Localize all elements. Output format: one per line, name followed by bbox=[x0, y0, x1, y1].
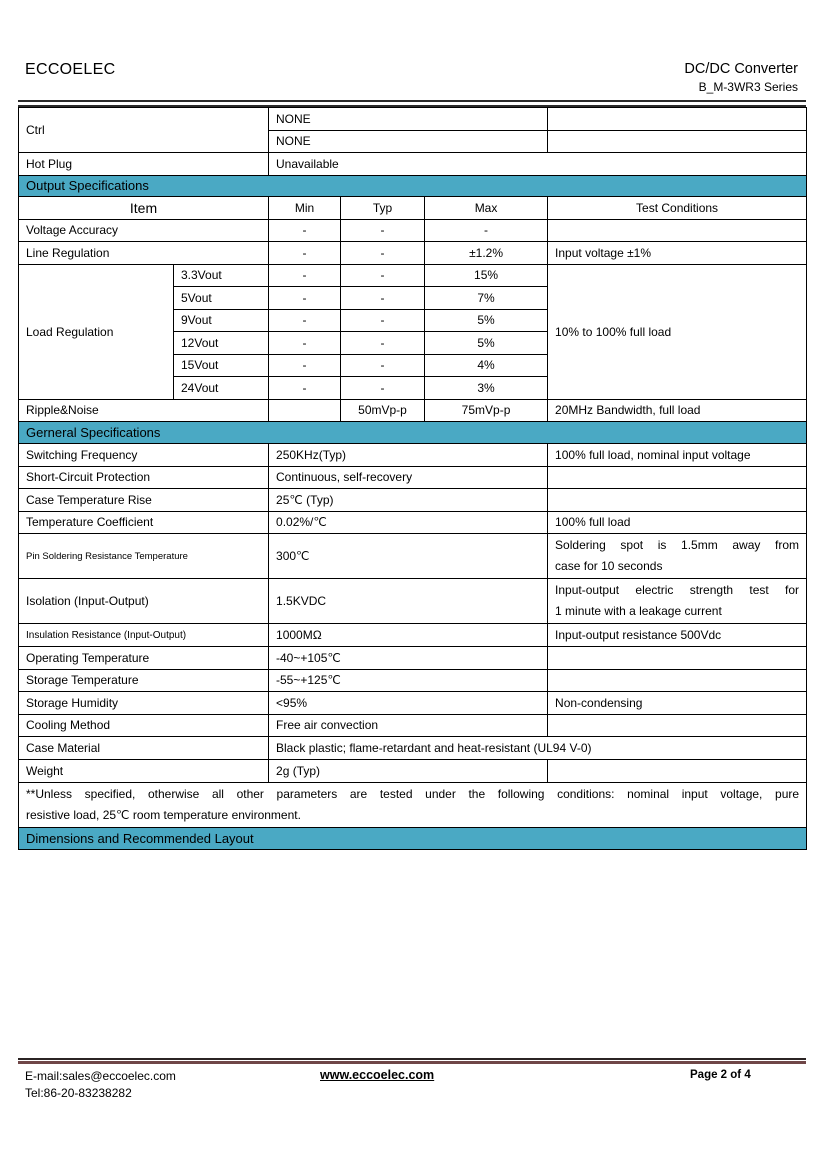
cooling-method-value: Free air convection bbox=[269, 714, 548, 737]
load-regulation-typ-1: - bbox=[341, 287, 425, 310]
ripple-noise-max: 75mVp-p bbox=[425, 399, 548, 422]
voltage-accuracy-min: - bbox=[269, 219, 341, 242]
test-line-1: Soldering spot is 1.5mm away from bbox=[555, 538, 800, 552]
case-temperature-rise-value: 25℃ (Typ) bbox=[269, 489, 548, 512]
footer-email: E-mail:sales@eccoelec.com bbox=[25, 1069, 176, 1083]
load-regulation-max-0: 15% bbox=[425, 264, 548, 287]
operating-temperature-label: Operating Temperature bbox=[19, 647, 269, 670]
load-regulation-min-4: - bbox=[269, 354, 341, 377]
case-material-label: Case Material bbox=[19, 737, 269, 760]
cooling-method-test bbox=[548, 714, 807, 737]
row-insulation-resistance bbox=[19, 624, 807, 647]
storage-temperature-value: -55~+125℃ bbox=[269, 669, 548, 692]
operating-temperature-test bbox=[548, 647, 807, 670]
footnote-line-2: resistive load, 25℃ room temperature environment. bbox=[26, 807, 301, 822]
load-regulation-sub-5: 24Vout bbox=[174, 377, 269, 400]
temperature-coefficient-test: 100% full load bbox=[548, 511, 807, 534]
ctrl-label: Ctrl bbox=[19, 108, 269, 153]
insulation-resistance-test: Input-output resistance 500Vdc bbox=[548, 624, 807, 647]
isolation-value: 1.5KVDC bbox=[269, 579, 548, 624]
load-regulation-label: Load Regulation bbox=[19, 264, 174, 399]
line-regulation-test: Input voltage ±1% bbox=[548, 242, 807, 265]
weight-value: 2g (Typ) bbox=[269, 759, 548, 782]
row-storage-humidity bbox=[19, 692, 807, 715]
row-switching-frequency bbox=[19, 444, 807, 467]
ripple-noise-typ: 50mVp-p bbox=[341, 399, 425, 422]
voltage-accuracy-label: Voltage Accuracy bbox=[19, 219, 269, 242]
pin-soldering-value: 300℃ bbox=[269, 534, 548, 579]
load-regulation-min-5: - bbox=[269, 377, 341, 400]
product-title-block bbox=[684, 61, 806, 94]
load-regulation-sub-1: 5Vout bbox=[174, 287, 269, 310]
footer-rule-dark bbox=[18, 1058, 806, 1060]
load-regulation-typ-5: - bbox=[341, 377, 425, 400]
test-line-2: 1 minute with a leakage current bbox=[555, 604, 722, 618]
test-line-1: Input-output electric strength test for bbox=[555, 583, 800, 597]
storage-humidity-value: <95% bbox=[269, 692, 548, 715]
case-temperature-rise-test bbox=[548, 489, 807, 512]
insulation-resistance-value: 1000MΩ bbox=[269, 624, 548, 647]
row-case-material bbox=[19, 737, 807, 760]
load-regulation-typ-2: - bbox=[341, 309, 425, 332]
row-short-circuit-protection bbox=[19, 466, 807, 489]
hot-plug-value: Unavailable bbox=[269, 153, 807, 176]
load-regulation-min-3: - bbox=[269, 332, 341, 355]
storage-humidity-test: Non-condensing bbox=[548, 692, 807, 715]
footnote bbox=[19, 782, 807, 827]
output-header-row bbox=[19, 196, 807, 219]
load-regulation-max-4: 4% bbox=[425, 354, 548, 377]
switching-frequency-label: Switching Frequency bbox=[19, 444, 269, 467]
header-rule bbox=[18, 100, 806, 107]
ripple-noise-min bbox=[269, 399, 341, 422]
row-load-regulation-3v3 bbox=[19, 264, 807, 287]
load-regulation-min-0: - bbox=[269, 264, 341, 287]
row-footnote bbox=[19, 782, 807, 827]
footer-telephone: Tel:86-20-83238282 bbox=[25, 1086, 132, 1100]
load-regulation-max-3: 5% bbox=[425, 332, 548, 355]
line-regulation-max: ±1.2% bbox=[425, 242, 548, 265]
load-regulation-typ-3: - bbox=[341, 332, 425, 355]
pin-soldering-test bbox=[548, 534, 807, 579]
load-regulation-max-2: 5% bbox=[425, 309, 548, 332]
footer-rule-maroon bbox=[18, 1061, 806, 1064]
section-header-dimensions: Dimensions and Recommended Layout bbox=[19, 827, 807, 849]
isolation-test bbox=[548, 579, 807, 624]
case-temperature-rise-label: Case Temperature Rise bbox=[19, 489, 269, 512]
temperature-coefficient-value: 0.02%/℃ bbox=[269, 511, 548, 534]
row-isolation bbox=[19, 579, 807, 624]
ctrl-test-2 bbox=[548, 130, 807, 153]
voltage-accuracy-max: - bbox=[425, 219, 548, 242]
hot-plug-label: Hot Plug bbox=[19, 153, 269, 176]
load-regulation-sub-3: 12Vout bbox=[174, 332, 269, 355]
product-series: B_M-3WR3 Series bbox=[698, 80, 798, 94]
line-regulation-min: - bbox=[269, 242, 341, 265]
load-regulation-test: 10% to 100% full load bbox=[548, 264, 807, 399]
footer-contact-block bbox=[25, 1068, 176, 1102]
storage-temperature-label: Storage Temperature bbox=[19, 669, 269, 692]
short-circuit-protection-test bbox=[548, 466, 807, 489]
column-header-item: Item bbox=[19, 196, 269, 219]
test-line-2: case for 10 seconds bbox=[555, 559, 663, 573]
switching-frequency-value: 250KHz(Typ) bbox=[269, 444, 548, 467]
line-regulation-label: Line Regulation bbox=[19, 242, 269, 265]
row-line-regulation bbox=[19, 242, 807, 265]
row-ripple-noise bbox=[19, 399, 807, 422]
load-regulation-sub-4: 15Vout bbox=[174, 354, 269, 377]
row-cooling-method bbox=[19, 714, 807, 737]
section-row-output bbox=[19, 175, 807, 196]
load-regulation-min-2: - bbox=[269, 309, 341, 332]
load-regulation-typ-4: - bbox=[341, 354, 425, 377]
case-material-value: Black plastic; flame-retardant and heat-resistant (UL94 V-0) bbox=[269, 737, 807, 760]
footnote-line-1: **Unless specified, otherwise all other parameters are tested under the following conditions: nominal input voltage, pure bbox=[26, 786, 800, 801]
footer-page-number: Page 2 of 4 bbox=[690, 1069, 751, 1081]
ctrl-value-2: NONE bbox=[269, 130, 548, 153]
weight-test bbox=[548, 759, 807, 782]
column-header-typ: Typ bbox=[341, 196, 425, 219]
page-header bbox=[18, 61, 806, 94]
voltage-accuracy-typ: - bbox=[341, 219, 425, 242]
footer-website-link[interactable]: www.eccoelec.com bbox=[320, 1068, 435, 1082]
temperature-coefficient-label: Temperature Coefficient bbox=[19, 511, 269, 534]
row-pin-soldering-temperature bbox=[19, 534, 807, 579]
column-header-test-conditions: Test Conditions bbox=[548, 196, 807, 219]
load-regulation-sub-0: 3.3Vout bbox=[174, 264, 269, 287]
short-circuit-protection-value: Continuous, self-recovery bbox=[269, 466, 548, 489]
pin-soldering-label: Pin Soldering Resistance Temperature bbox=[19, 534, 269, 579]
row-weight bbox=[19, 759, 807, 782]
load-regulation-max-5: 3% bbox=[425, 377, 548, 400]
section-header-output: Output Specifications bbox=[19, 175, 807, 196]
company-logo-text: ECCOELEC bbox=[25, 61, 116, 78]
load-regulation-max-1: 7% bbox=[425, 287, 548, 310]
cooling-method-label: Cooling Method bbox=[19, 714, 269, 737]
operating-temperature-value: -40~+105℃ bbox=[269, 647, 548, 670]
column-header-min: Min bbox=[269, 196, 341, 219]
voltage-accuracy-test bbox=[548, 219, 807, 242]
line-regulation-typ: - bbox=[341, 242, 425, 265]
ripple-noise-label: Ripple&Noise bbox=[19, 399, 269, 422]
switching-frequency-test: 100% full load, nominal input voltage bbox=[548, 444, 807, 467]
isolation-label: Isolation (Input-Output) bbox=[19, 579, 269, 624]
row-temperature-coefficient bbox=[19, 511, 807, 534]
ctrl-value-1: NONE bbox=[269, 108, 548, 131]
row-ctrl-1 bbox=[19, 108, 807, 131]
section-header-general: Gerneral Specifications bbox=[19, 422, 807, 444]
specification-table bbox=[18, 107, 807, 850]
product-title: DC/DC Converter bbox=[684, 61, 798, 77]
row-operating-temperature bbox=[19, 647, 807, 670]
short-circuit-protection-label: Short-Circuit Protection bbox=[19, 466, 269, 489]
row-storage-temperature bbox=[19, 669, 807, 692]
column-header-max: Max bbox=[425, 196, 548, 219]
ctrl-test-1 bbox=[548, 108, 807, 131]
row-case-temperature-rise bbox=[19, 489, 807, 512]
ripple-noise-test: 20MHz Bandwidth, full load bbox=[548, 399, 807, 422]
load-regulation-min-1: - bbox=[269, 287, 341, 310]
load-regulation-sub-2: 9Vout bbox=[174, 309, 269, 332]
section-row-general bbox=[19, 422, 807, 444]
insulation-resistance-label: Insulation Resistance (Input-Output) bbox=[19, 624, 269, 647]
section-row-dimensions bbox=[19, 827, 807, 849]
row-hot-plug bbox=[19, 153, 807, 176]
row-voltage-accuracy bbox=[19, 219, 807, 242]
load-regulation-typ-0: - bbox=[341, 264, 425, 287]
storage-temperature-test bbox=[548, 669, 807, 692]
specification-table-container bbox=[18, 107, 806, 850]
weight-label: Weight bbox=[19, 759, 269, 782]
storage-humidity-label: Storage Humidity bbox=[19, 692, 269, 715]
